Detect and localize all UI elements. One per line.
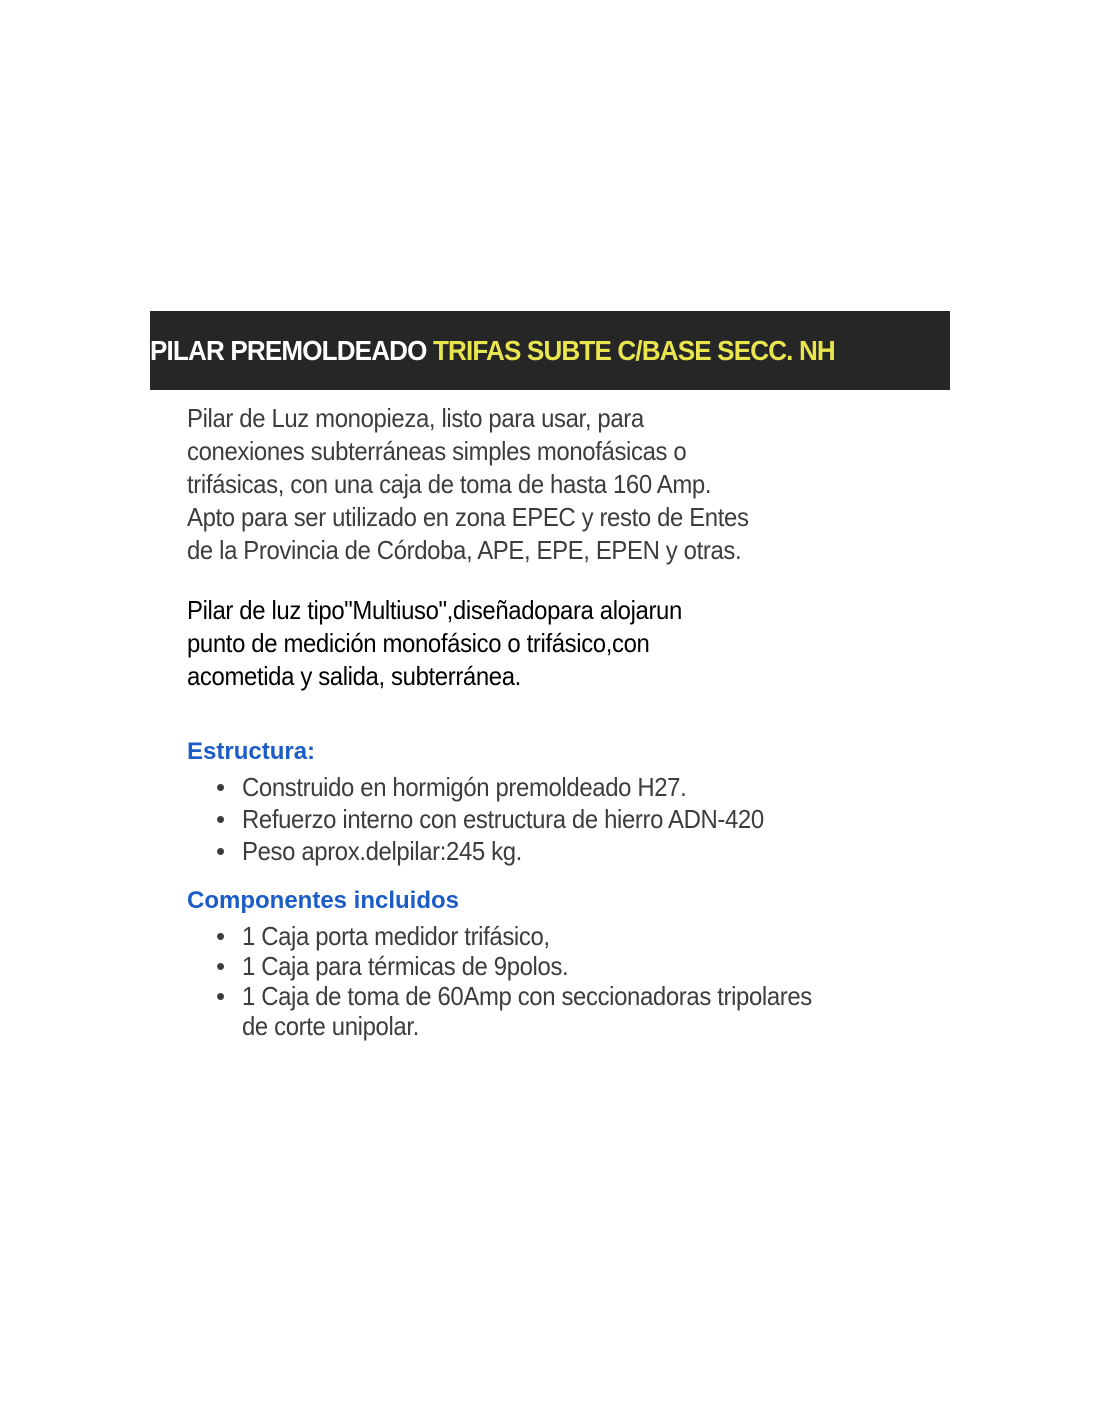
estructura-list: [216, 771, 809, 867]
title-banner: [150, 311, 950, 390]
bullet-icon: •: [216, 836, 225, 866]
list-item: [216, 835, 809, 867]
bullet-icon: •: [216, 981, 225, 1011]
multiuso-paragraph: [187, 594, 725, 693]
list-item: [216, 981, 861, 1011]
list-item: [216, 803, 809, 835]
bullet-icon: •: [216, 772, 225, 802]
estructura-heading: Estructura:: [187, 738, 316, 765]
list-item-text: Construido en hormigón premoldeado H27.: [242, 772, 687, 802]
componentes-list: [216, 921, 861, 1041]
list-item-text: Refuerzo interno con estructura de hierro ADN-420: [242, 804, 764, 834]
list-item: [216, 921, 861, 951]
list-item: [216, 951, 861, 981]
bullet-icon: •: [216, 804, 225, 834]
text-line: trifásicas, con una caja de toma de hasta 160 Amp.: [187, 469, 712, 499]
text-line: Pilar de Luz monopieza, listo para usar, para: [187, 403, 644, 433]
list-item-text: 1 Caja de toma de 60Amp con seccionadoras tripolares: [242, 981, 812, 1011]
text-line: conexiones subterráneas simples monofásicas o: [187, 436, 687, 466]
list-item-text: 1 Caja porta medidor trifásico,: [242, 921, 550, 951]
text-line: de la Provincia de Córdoba, APE, EPE, EPEN y otras.: [187, 535, 742, 565]
text-line: punto de medición monofásico o trifásico,con: [187, 628, 650, 658]
bullet-icon: •: [216, 921, 225, 951]
text-line: Apto para ser utilizado en zona EPEC y resto de Entes: [187, 502, 749, 532]
text-line: acometida y salida, subterránea.: [187, 661, 521, 691]
list-item-text: Peso aprox.delpilar:245 kg.: [242, 836, 522, 866]
list-item-text: 1 Caja para térmicas de 9polos.: [242, 951, 569, 981]
list-item: [216, 771, 809, 803]
list-item-continuation: [216, 1011, 861, 1041]
title-yellow-part: TRIFAS SUBTE C/BASE SECC. NH: [432, 334, 835, 366]
text-line: Pilar de luz tipo"Multiuso",diseñadopara alojarun: [187, 595, 682, 625]
intro-paragraph: [187, 402, 797, 567]
list-item-text: de corte unipolar.: [242, 1011, 419, 1041]
title-white-part: PILAR PREMOLDEADO: [150, 334, 433, 366]
product-title: [150, 335, 835, 367]
bullet-icon: •: [216, 951, 225, 981]
componentes-heading: Componentes incluidos: [187, 887, 460, 914]
